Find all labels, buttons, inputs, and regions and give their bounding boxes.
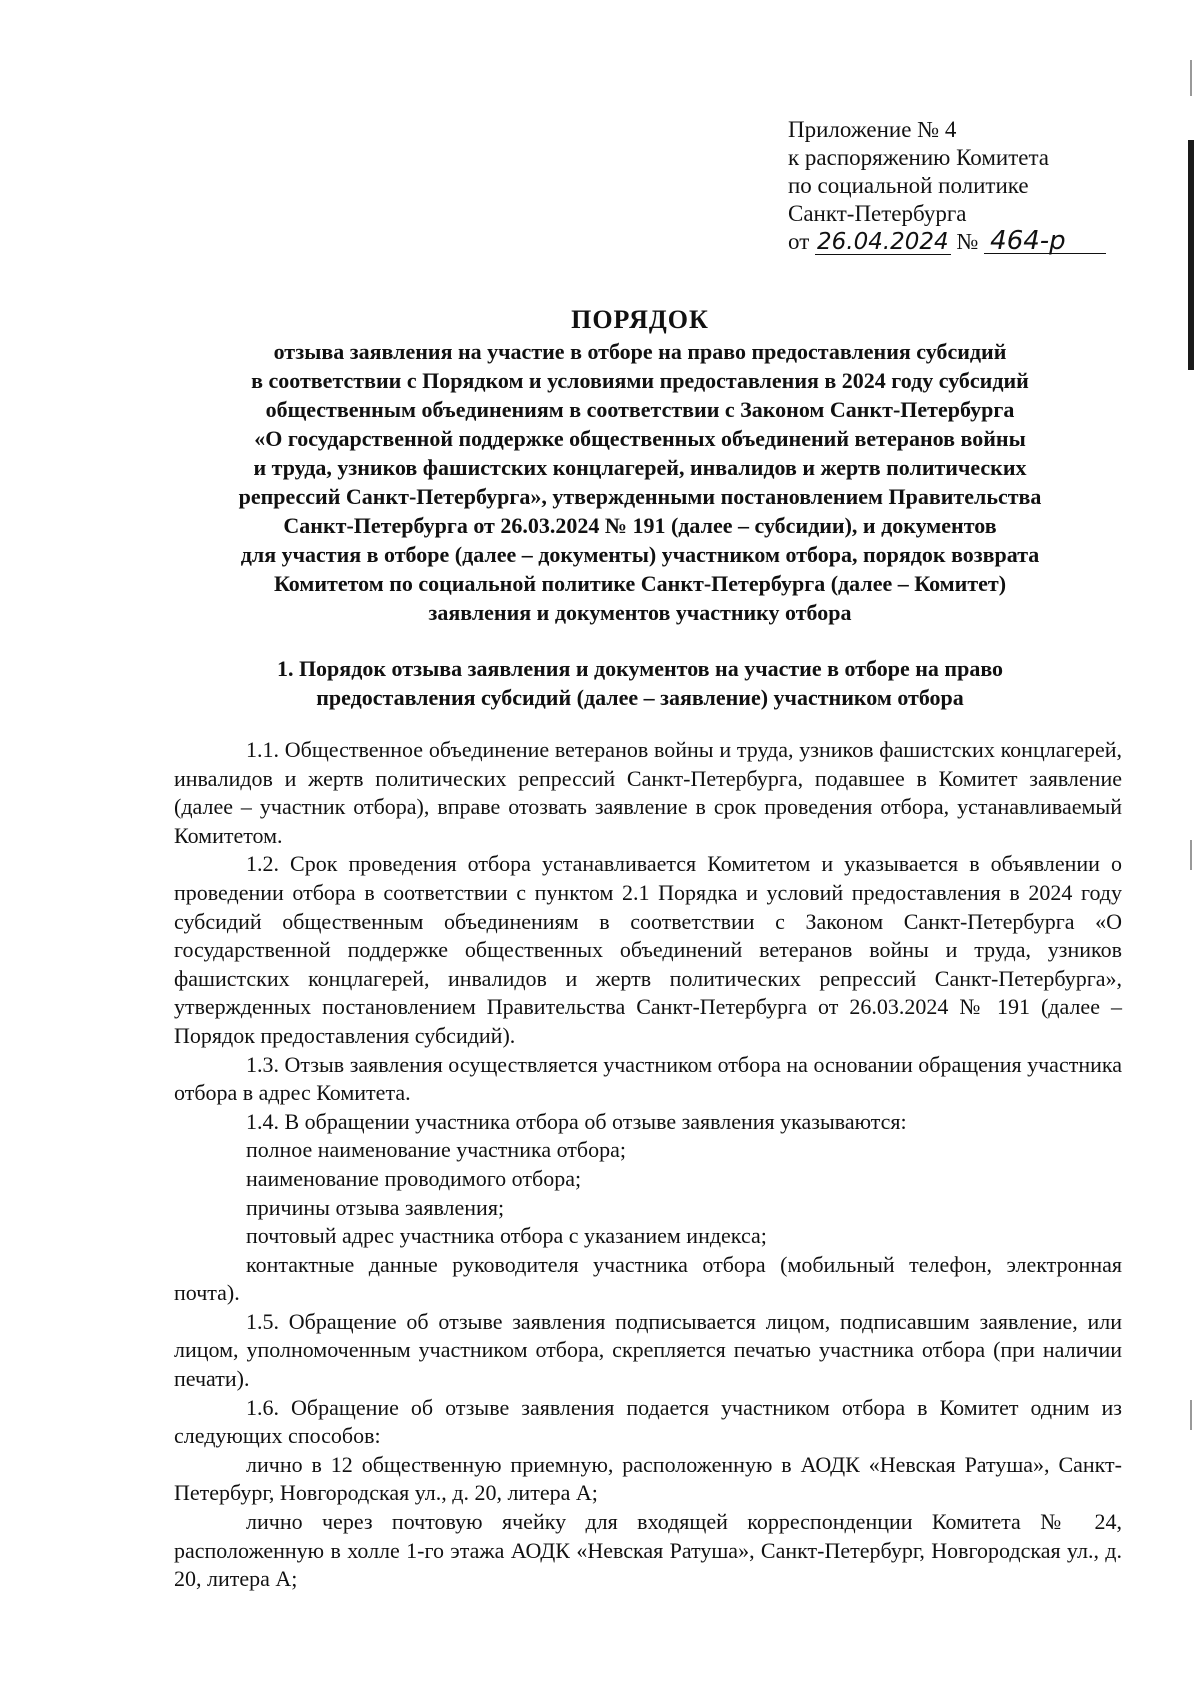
handwritten-date: 26.04.2024 xyxy=(817,229,949,255)
paragraph: 1.2. Срок проведения отбора устанавливается Комитетом и указывается в объявлении о проведении отбора в соответствии с пунктом 2.1 Порядка и условий предоставления в 2024 году субсидий общественным объединениям в соответствии с Законом Санкт-Петербурга «О государственной поддержке общественных объединений ветеранов войны и труда, узников фашистских концлагерей, инвалидов и жертв политических репрессий Санкт-Петербурга», утвержденных постановлением Правительства Санкт-Петербурга от 26.03.2024 № 191 (далее – Порядок предоставления субсидий). xyxy=(174,851,1122,1048)
section-heading-line: 1. Порядок отзыва заявления и документов на участие в отборе на право xyxy=(276,656,1004,681)
appendix-line: к распоряжению Комитета xyxy=(788,145,1049,170)
section-heading-line: предоставления субсидий (далее – заявление) участником отбора xyxy=(316,685,964,710)
list-item: причины отзыва заявления; xyxy=(246,1194,505,1220)
date-prefix: от xyxy=(788,229,810,254)
handwritten-number: 464-р xyxy=(984,229,1106,254)
scan-edge-tick xyxy=(1190,1400,1192,1430)
appendix-line: Приложение № 4 xyxy=(788,117,957,142)
list-item: почтовый адрес участника отбора с указанием индекса; xyxy=(246,1223,767,1249)
list-item: лично в 12 общественную приемную, расположенную в АОДК «Невская Ратуша», Санкт-Петербург, Новгородская ул., д. 20, литера А; xyxy=(174,1451,1122,1506)
appendix-header xyxy=(788,116,1148,256)
paragraph: 1.3. Отзыв заявления осуществляется участником отбора на основании обращения участника отбора в адрес Комитета. xyxy=(174,1051,1122,1106)
title-line: Санкт-Петербурга от 26.03.2024 № 191 (далее – субсидии), и документов xyxy=(283,513,997,538)
scan-edge-tick xyxy=(1190,840,1192,870)
title-line: и труда, узников фашистских концлагерей, инвалидов и жертв политических xyxy=(253,455,1027,480)
list-item: контактные данные руководителя участника отбора (мобильный телефон, электронная почта). xyxy=(174,1251,1122,1306)
list-item: лично через почтовую ячейку для входящей корреспонденции Комитета № 24, расположенную в холле 1-го этажа АОДК «Невская Ратуша», Санкт-Петербург, Новгородская ул., д. 20, литера А; xyxy=(174,1509,1122,1592)
document-body xyxy=(174,736,1122,1594)
list-item: полное наименование участника отбора; xyxy=(246,1137,626,1163)
paragraph: 1.1. Общественное объединение ветеранов войны и труда, узников фашистских концлагерей, инвалидов и жертв политических репрессий Санкт-Петербурга, подавшее в Комитет заявление (далее – участник отбора), вправе отозвать заявление в срок проведения отбора, устанавливаемый Комитетом. xyxy=(174,737,1122,848)
paragraph: 1.5. Обращение об отзыве заявления подписывается лицом, подписавшим заявление, или лицом, уполномоченным участником отбора, скрепляется печатью участника отбора (при наличии печати). xyxy=(174,1308,1122,1392)
appendix-date-line xyxy=(788,228,1148,256)
scan-edge-mark xyxy=(1188,140,1194,370)
title-main: ПОРЯДОК xyxy=(571,305,709,334)
title-line: отзыва заявления на участие в отборе на право предоставления субсидий xyxy=(273,339,1007,364)
number-prefix: № xyxy=(956,229,979,254)
appendix-line: Санкт-Петербурга xyxy=(788,201,967,226)
title-line: общественным объединениям в соответствии с Законом Санкт-Петербурга xyxy=(265,397,1015,422)
section-heading xyxy=(160,654,1120,712)
title-line: в соответствии с Порядком и условиями предоставления в 2024 году субсидий xyxy=(251,368,1029,393)
title-line: Комитетом по социальной политике Санкт-Петербурга (далее – Комитет) xyxy=(273,571,1007,596)
document-title xyxy=(160,303,1120,627)
appendix-line: по социальной политике xyxy=(788,173,1029,198)
paragraph: 1.6. Обращение об отзыве заявления подается участником отбора в Комитет одним из следующих способов: xyxy=(174,1394,1122,1449)
paragraph: 1.4. В обращении участника отбора об отзыве заявления указываются: xyxy=(246,1108,907,1134)
title-line: для участия в отборе (далее – документы) участником отбора, порядок возврата xyxy=(240,542,1040,567)
title-line: репрессий Санкт-Петербурга», утвержденными постановлением Правительства xyxy=(238,484,1042,509)
scan-edge-tick xyxy=(1190,60,1192,96)
list-item: наименование проводимого отбора; xyxy=(246,1165,582,1191)
title-line: «О государственной поддержке общественных объединений ветеранов войны xyxy=(254,426,1026,451)
title-line: заявления и документов участнику отбора xyxy=(428,600,852,625)
